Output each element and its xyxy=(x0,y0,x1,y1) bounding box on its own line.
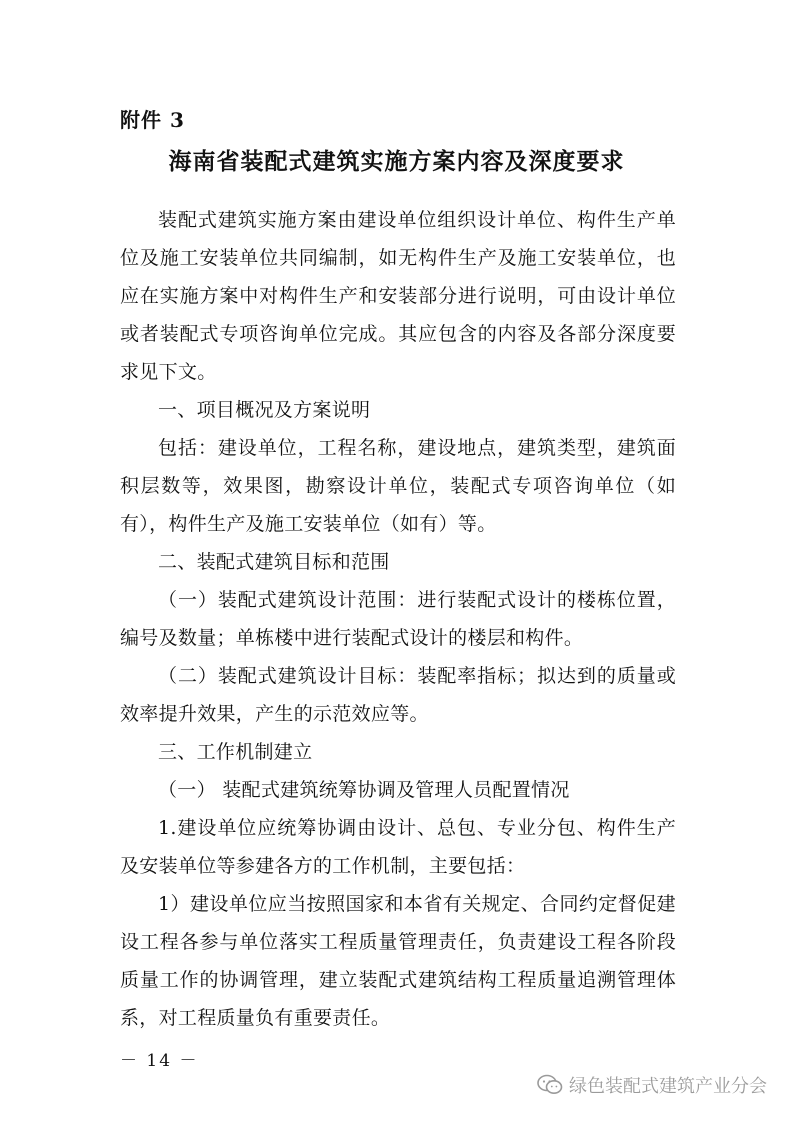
paragraph-design-goals: （二）装配式建筑设计目标：装配率指标；拟达到的质量或效率提升效果，产生的示范效应等。 xyxy=(120,665,676,725)
wechat-icon xyxy=(537,1074,563,1096)
paragraph-project-overview: 包括：建设单位，工程名称，建设地点，建筑类型，建筑面积层数等，效果图，勘察设计单位，装配式专项咨询单位（如有），构件生产及施工安装单位（如有）等。 xyxy=(120,437,676,535)
paragraph-design-scope: （一）装配式建筑设计范围：进行装配式设计的楼栋位置，编号及数量；单栋楼中进行装配式设计的楼层和构件。 xyxy=(120,589,676,649)
paragraph-coordination-1: 1.建设单位应统筹协调由设计、总包、专业分包、构件生产及安装单位等参建各方的工作机制，主要包括： xyxy=(120,817,676,877)
paragraph-coordination-1-1: 1）建设单位应当按照国家和本省有关规定、合同约定督促建设工程各参与单位落实工程质量管理责任，负责建设工程各阶段质量工作的协调管理，建立装配式建筑结构工程质量追溯管理体系，对工程质量负有重要责任。 xyxy=(120,893,676,1029)
document-body xyxy=(120,201,676,1037)
heading-work-mechanism: 三、工作机制建立 xyxy=(158,741,313,763)
document-title: 海南省装配式建筑实施方案内容及深度要求 xyxy=(168,148,625,175)
heading-goals-scope: 二、装配式建筑目标和范围 xyxy=(158,551,390,573)
page-number: － 14 － xyxy=(120,1051,199,1071)
heading-project-overview: 一、项目概况及方案说明 xyxy=(158,399,371,421)
subheading-coordination: （一） 装配式建筑统筹协调及管理人员配置情况 xyxy=(158,779,570,801)
annex-label: 附件 3 xyxy=(120,108,185,132)
paragraph-intro: 装配式建筑实施方案由建设单位组织设计单位、构件生产单位及施工安装单位共同编制，如无构件生产及施工安装单位，也应在实施方案中对构件生产和安装部分进行说明，可由设计单位或者装配式专项咨询单位完成。其应包含的内容及各部分深度要求见下文。 xyxy=(120,209,676,383)
watermark xyxy=(537,1072,767,1098)
watermark-text: 绿色装配式建筑产业分会 xyxy=(569,1076,767,1097)
